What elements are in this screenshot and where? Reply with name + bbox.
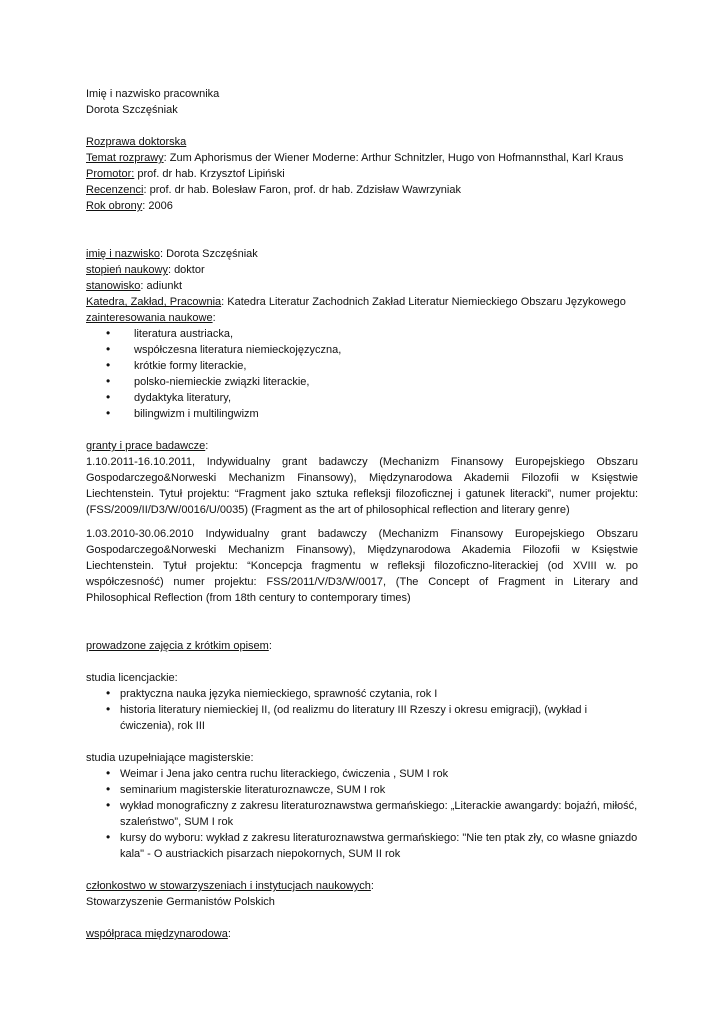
reviewers-label: Recenzenci (86, 184, 144, 196)
interests-label: zainteresowania naukowe (86, 312, 213, 324)
list-item: • literatura austriacka, (86, 326, 638, 342)
grants-colon: : (205, 440, 209, 452)
list-item: • bilingwizm i multilingwizm (86, 406, 638, 422)
cooperation-section (86, 926, 638, 942)
interests-colon: : (212, 312, 216, 324)
position-value: : adiunkt (140, 280, 183, 292)
cooperation-label: współpraca międzynarodowa (86, 928, 228, 940)
position-label: stanowisko (86, 280, 141, 292)
grants-section (86, 438, 638, 606)
list-item: • historia literatury niemieckiej II, (od realizmu do literatury III Rzeszy i okresu emigracji), (wykład i ćwiczenia), rok III (86, 702, 638, 734)
list-item: • seminarium magisterskie literaturoznawcze, SUM I rok (86, 782, 638, 798)
dissertation-heading: Rozprawa doktorska (86, 136, 187, 148)
list-item: • wykład monograficzny z zakresu literaturoznawstwa germańskiego: „Literackie awangardy: bojaźń, miłość, szaleństwo”, SUM I rok (86, 798, 638, 830)
list-item: • praktyczna nauka języka niemieckiego, sprawność czytania, rok I (86, 686, 638, 702)
list-item: • dydaktyka literatury, (86, 390, 638, 406)
bachelor-label: studia licencjackie: (86, 672, 178, 684)
reviewers-value: : prof. dr hab. Bolesław Faron, prof. dr hab. Zdzisław Wawrzyniak (143, 184, 461, 196)
defense-year-value: : 2006 (142, 200, 173, 212)
master-label: studia uzupełniające magisterskie: (86, 752, 254, 764)
membership-colon: : (370, 880, 374, 892)
name-value: : Dorota Szczęśniak (159, 248, 258, 260)
unit-label: Katedra, Zakład, Pracownia (86, 296, 222, 308)
classes-section (86, 638, 638, 862)
cooperation-colon: : (227, 928, 231, 940)
classes-colon: : (268, 640, 272, 652)
topic-label: Temat rozprawy (86, 152, 164, 164)
profile-section (86, 246, 638, 422)
promoter-label: Promotor: (86, 168, 135, 180)
list-item: • Weimar i Jena jako centra ruchu literackiego, ćwiczenia , SUM I rok (86, 766, 638, 782)
list-item: • krótkie formy literackie, (86, 358, 638, 374)
master-list (86, 766, 638, 862)
topic-value: : Zum Aphorismus der Wiener Moderne: Arthur Schnitzler, Hugo von Hofmannsthal, Karl Kraus (163, 152, 624, 164)
membership-value: Stowarzyszenie Germanistów Polskich (86, 896, 275, 908)
classes-label: prowadzone zajęcia z krótkim opisem (86, 640, 269, 652)
grant-item: 1.10.2011-16.10.2011, Indywidualny grant badawczy (Mechanizm Finansowy Europejskiego Obszaru Gospodarczego&Norweski Mechanizm Finansowy), Międzynarodowa Akademii Filozofii w Księstwie Liechtenstein. Tytuł projektu: “Fragment jako sztuka refleksji filozoficznej i gatunek literacki”, numer projektu: (FSS/2009/II/D3/W/0016/U/0035) (Fragment as the art of philosophical reflection and literary genre) (86, 456, 638, 516)
dissertation-section (86, 134, 638, 214)
bachelor-list (86, 686, 638, 734)
degree-value: : doktor (167, 264, 205, 276)
unit-value: : Katedra Literatur Zachodnich Zakład Literatur Niemieckiego Obszaru Językowego (221, 296, 626, 308)
membership-label: członkostwo w stowarzyszeniach i instytucjach naukowych (86, 880, 371, 892)
membership-section (86, 878, 638, 910)
employee-name-label: Imię i nazwisko pracownika (86, 88, 220, 100)
list-item: • kursy do wyboru: wykład z zakresu literaturoznawstwa germańskiego: "Nie ten ptak zły, co własne gniazdo kala" - O austriackich pisarzach niepokornych, SUM II rok (86, 830, 638, 862)
interests-list (86, 326, 638, 422)
grants-label: granty i prace badawcze (86, 440, 206, 452)
promoter-value: prof. dr hab. Krzysztof Lipiński (134, 168, 285, 180)
name-label: imię i nazwisko (86, 248, 160, 260)
list-item: • współczesna literatura niemieckojęzyczna, (86, 342, 638, 358)
grant-item: 1.03.2010-30.06.2010 Indywidualny grant badawczy (Mechanizm Finansowy Europejskiego Obszaru Gospodarczego&Norweski Mechanizm Finansowy), Międzynarodowa Akademia Filozofii w Księstwie Liechtenstein. Tytuł projektu: “Koncepcja fragmentu w refleksji filozoficzno-literackiej (od XVIII w. po współczesność) numer projektu: FSS/2011/V/D3/W/0017, (The Concept of Fragment in Literary and Philosophical Reflection (from 18th century to contemporary times) (86, 528, 638, 604)
list-item: • polsko-niemieckie związki literackie, (86, 374, 638, 390)
degree-label: stopień naukowy (86, 264, 168, 276)
employee-name: Dorota Szczęśniak (86, 104, 178, 116)
defense-year-label: Rok obrony (86, 200, 143, 212)
